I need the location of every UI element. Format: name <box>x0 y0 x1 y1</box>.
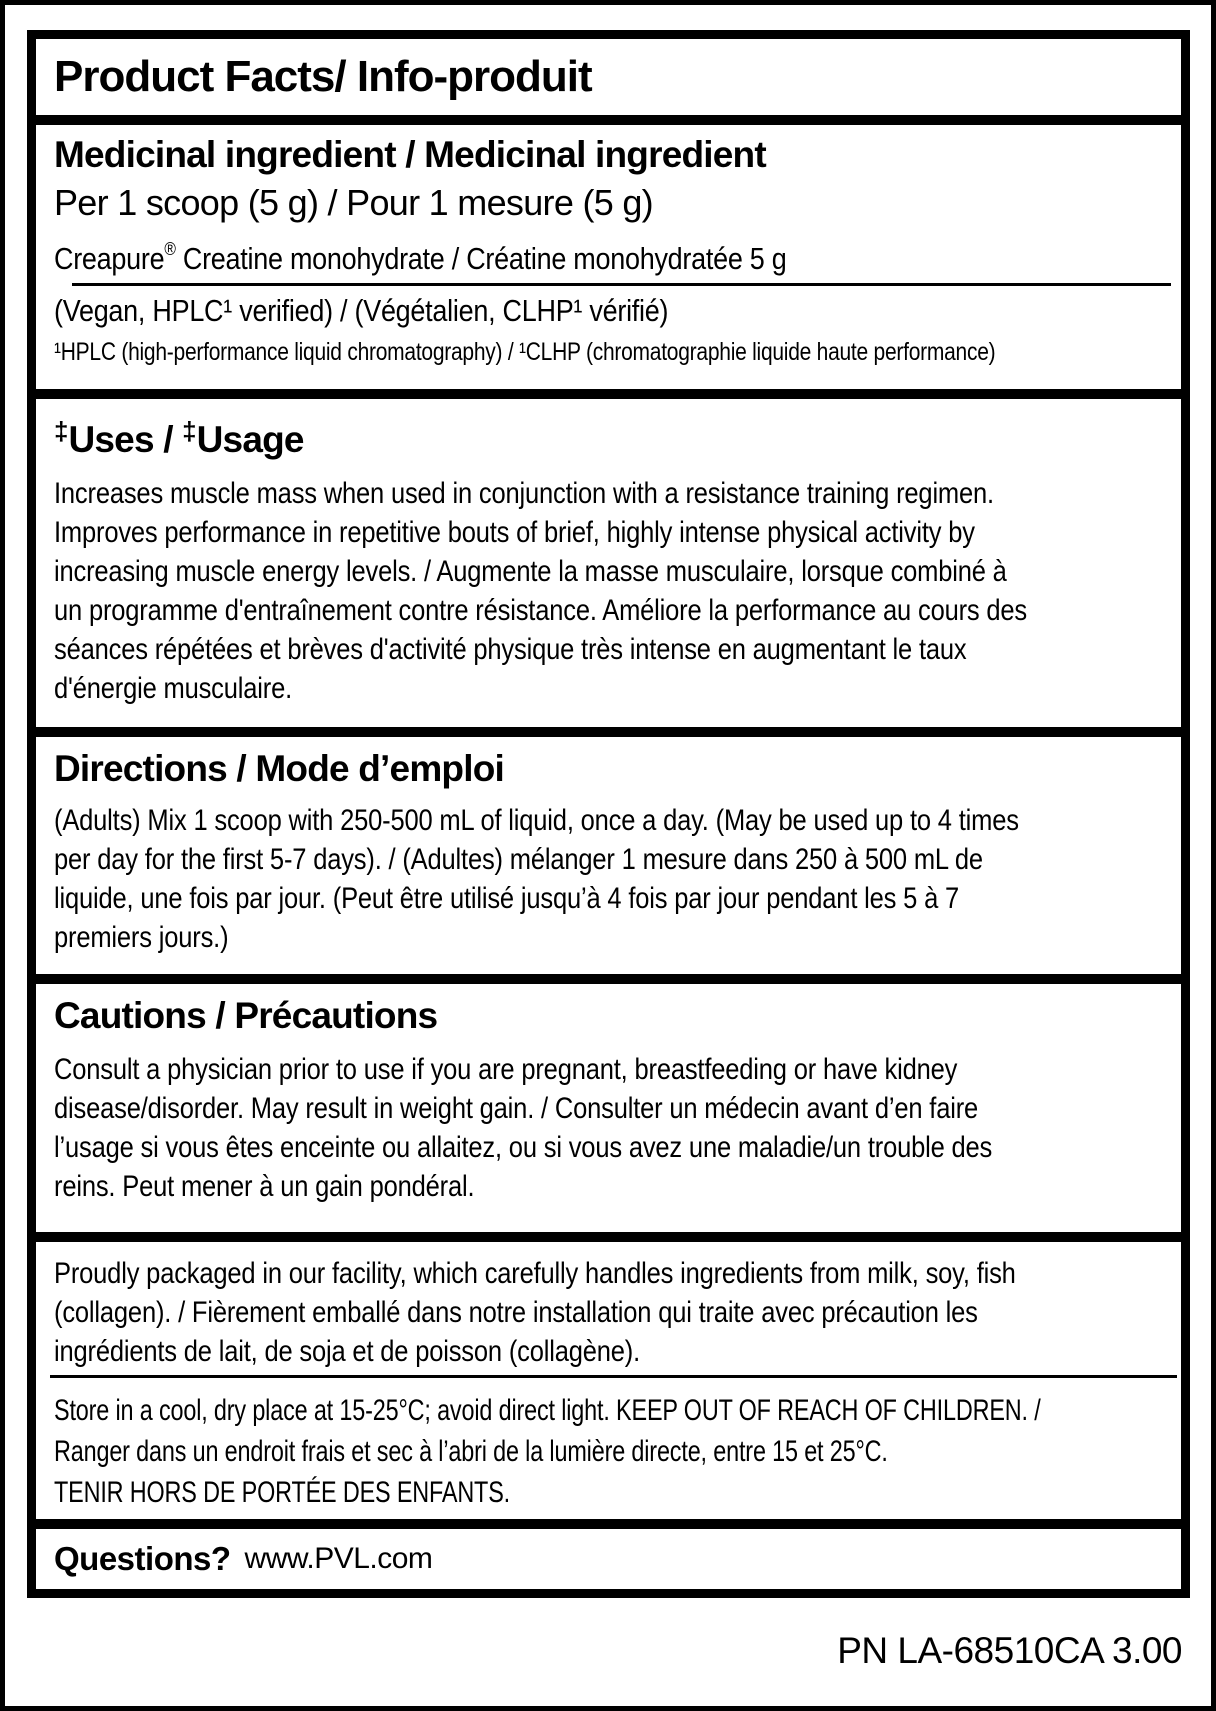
section-divider <box>36 1519 1181 1529</box>
ingredient-amount: Creatine monohydrate / Créatine monohydratée 5 g <box>175 241 787 276</box>
directions-body <box>54 801 1175 957</box>
storage-section <box>36 1378 1181 1519</box>
product-facts-panel <box>27 30 1190 1598</box>
section-divider <box>36 974 1181 984</box>
uses-heading-fr: Usage <box>196 419 304 460</box>
uses-section <box>36 399 1181 727</box>
storage-line: Ranger dans un endroit frais et sec à l’abri de la lumière directe, entre 15 et 25°C. <box>54 1435 888 1468</box>
serving-size: Per 1 scoop (5 g) / Pour 1 mesure (5 g) <box>54 182 653 223</box>
uses-line: d'énergie musculaire. <box>54 672 293 705</box>
title-section <box>36 39 1181 115</box>
storage-line: TENIR HORS DE PORTÉE DES ENFANTS. <box>54 1476 511 1509</box>
directions-section <box>36 737 1181 974</box>
allergen-section <box>36 1242 1181 1375</box>
cautions-line: l’usage si vous êtes enceinte ou allaitez, ou si vous avez une maladie/un trouble des <box>54 1131 993 1164</box>
registered-trademark-mark: ® <box>164 239 176 259</box>
directions-line: per day for the first 5-7 days). / (Adultes) mélanger 1 mesure dans 250 à 500 mL de <box>54 843 983 876</box>
verified-line: (Vegan, HPLC¹ verified) / (Végétalien, CLHP¹ vérifié) <box>54 293 669 328</box>
cautions-line: disease/disorder. May result in weight gain. / Consulter un médecin avant d’en faire <box>54 1092 979 1125</box>
medicinal-heading: Medicinal ingredient / Medicinal ingredient <box>54 134 766 175</box>
uses-line: séances répétées et brèves d'activité physique très intense en augmentant le taux <box>54 633 967 666</box>
allergen-line: Proudly packaged in our facility, which carefully handles ingredients from milk, soy, fish <box>54 1257 1016 1290</box>
uses-line: Improves performance in repetitive bouts of brief, highly intense physical activity by <box>54 516 975 549</box>
cautions-line: Consult a physician prior to use if you are pregnant, breastfeeding or have kidney <box>54 1053 958 1086</box>
directions-line: liquide, une fois par jour. (Peut être utilisé jusqu’à 4 fois par jour pendant les 5 à 7 <box>54 882 960 915</box>
cautions-line: reins. Peut mener à un gain pondéral. <box>54 1170 475 1203</box>
cautions-section <box>36 984 1181 1232</box>
uses-line: un programme d'entraînement contre résistance. Améliore la performance au cours des <box>54 594 1028 627</box>
ingredient-name: Creapure <box>54 241 165 276</box>
uses-body <box>54 474 1175 708</box>
thin-divider <box>72 283 1171 286</box>
dagger-mark: ‡ <box>54 416 69 446</box>
section-divider <box>36 1232 1181 1242</box>
section-divider <box>36 115 1181 125</box>
directions-line: premiers jours.) <box>54 921 229 954</box>
questions-label: Questions? <box>54 1540 231 1577</box>
ingredient-line <box>54 227 1029 281</box>
hplc-footnote: ¹HPLC (high-performance liquid chromatography) / ¹CLHP (chromatographie liquide haute performance) <box>54 338 996 366</box>
uses-heading <box>54 407 1175 464</box>
uses-line: increasing muscle energy levels. / Augmente la masse musculaire, lorsque combiné à <box>54 555 1007 588</box>
storage-line: Store in a cool, dry place at 15-25°C; avoid direct light. KEEP OUT OF REACH OF CHILDREN. / <box>54 1394 1041 1427</box>
cautions-body <box>54 1050 1175 1206</box>
uses-line: Increases muscle mass when used in conjunction with a resistance training regimen. <box>54 477 994 510</box>
allergen-line: ingrédients de lait, de soja et de poisson (collagène). <box>54 1335 641 1368</box>
uses-heading-en: Uses / <box>68 419 183 460</box>
section-divider <box>36 389 1181 399</box>
medicinal-ingredient-section <box>36 125 1181 389</box>
allergen-line: (collagen). / Fièrement emballé dans notre installation qui traite avec précaution les <box>54 1296 978 1329</box>
questions-section <box>36 1529 1181 1589</box>
directions-line: (Adults) Mix 1 scoop with 250-500 mL of liquid, once a day. (May be used up to 4 times <box>54 804 1019 837</box>
section-divider <box>36 727 1181 737</box>
directions-heading: Directions / Mode d’emploi <box>54 748 504 789</box>
dagger-mark: ‡ <box>182 416 197 446</box>
cautions-heading: Cautions / Précautions <box>54 995 438 1036</box>
questions-url: www.PVL.com <box>244 1542 433 1575</box>
part-number: PN LA-68510CA 3.00 <box>837 1630 1182 1671</box>
page-title: Product Facts/ Info-produit <box>54 52 592 101</box>
